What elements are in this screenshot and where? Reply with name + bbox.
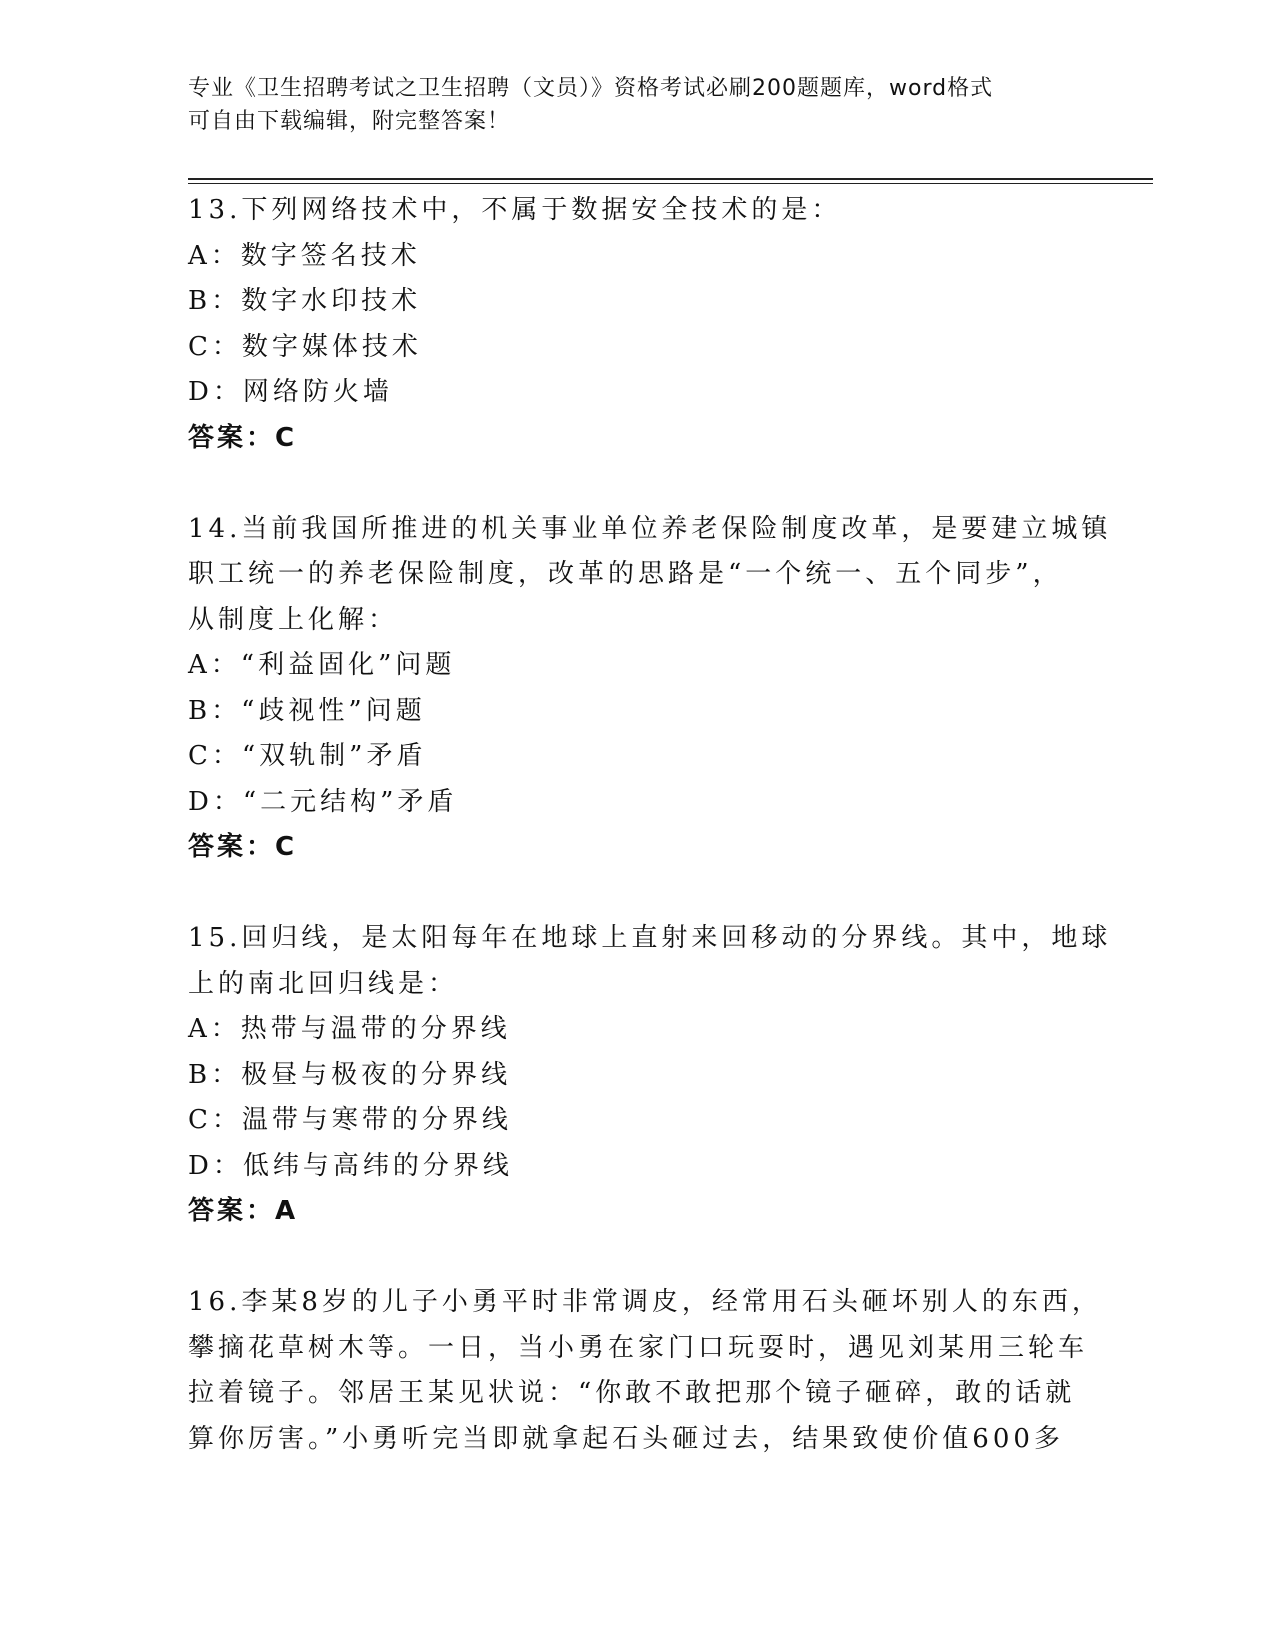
question-gap (188, 461, 1088, 507)
question-stem: 上的南北回归线是： (188, 968, 459, 999)
question-block (188, 1280, 1102, 1462)
question-option: A：热带与温带的分界线 (188, 1014, 511, 1044)
question-block (188, 916, 1112, 1235)
question-option: D：网络防火墙 (188, 377, 393, 407)
question-stem: 攀摘花草树木等。一日，当小勇在家门口玩耍时，遇见刘某用三轮车 (188, 1332, 1089, 1363)
question-option: B：极昼与极夜的分界线 (188, 1059, 512, 1090)
question-stem: 16.李某8岁的儿子小勇平时非常调皮，经常用石头砸坏别人的东西， (188, 1287, 1102, 1317)
question-stem: 13.下列网络技术中，不属于数据安全技术的是： (188, 195, 842, 225)
header-rule (188, 178, 1153, 180)
question-stem: 15.回归线，是太阳每年在地球上直射来回移动的分界线。其中，地球 (188, 923, 1112, 953)
question-gap (188, 871, 1088, 917)
question-answer: 答案：A (188, 1196, 299, 1226)
question-stem: 从制度上化解： (188, 604, 399, 635)
question-option: B：数字水印技术 (188, 286, 422, 316)
question-option: C：“双轨制”矛盾 (188, 741, 427, 771)
header-line: 专业《卫生招聘考试之卫生招聘（文员）》资格考试必刷200题题库，word格式 (188, 76, 994, 101)
question-block (188, 188, 1088, 461)
question-option: C：数字媒体技术 (188, 331, 422, 362)
question-list (188, 188, 1112, 1462)
page-header (188, 72, 1068, 138)
question-stem: 拉着镜子。邻居王某见状说：“你敢不敢把那个镜子砸碎，敢的话就 (188, 1378, 1076, 1408)
question-option: C：温带与寒带的分界线 (188, 1105, 512, 1135)
question-stem: 职工统一的养老保险制度，改革的思路是“一个统一、五个同步”， (188, 559, 1063, 589)
question-option: A：数字签名技术 (188, 240, 421, 271)
question-option: D：“二元结构”矛盾 (188, 786, 458, 817)
question-answer: 答案：C (188, 422, 298, 453)
question-block (188, 507, 1112, 871)
question-gap (188, 1235, 1088, 1281)
question-option: B：“歧视性”问题 (188, 695, 426, 726)
question-stem: 算你厉害。”小勇听完当即就拿起石头砸过去，结果致使价值600多 (188, 1423, 1064, 1454)
question-stem: 14.当前我国所推进的机关事业单位养老保险制度改革，是要建立城镇 (188, 513, 1112, 544)
question-option: A：“利益固化”问题 (188, 650, 456, 680)
header-line: 可自由下载编辑，附完整答案！ (188, 109, 511, 134)
question-answer: 答案：C (188, 832, 298, 862)
question-option: D：低纬与高纬的分界线 (188, 1150, 513, 1181)
header-rule-thin (188, 183, 1153, 184)
